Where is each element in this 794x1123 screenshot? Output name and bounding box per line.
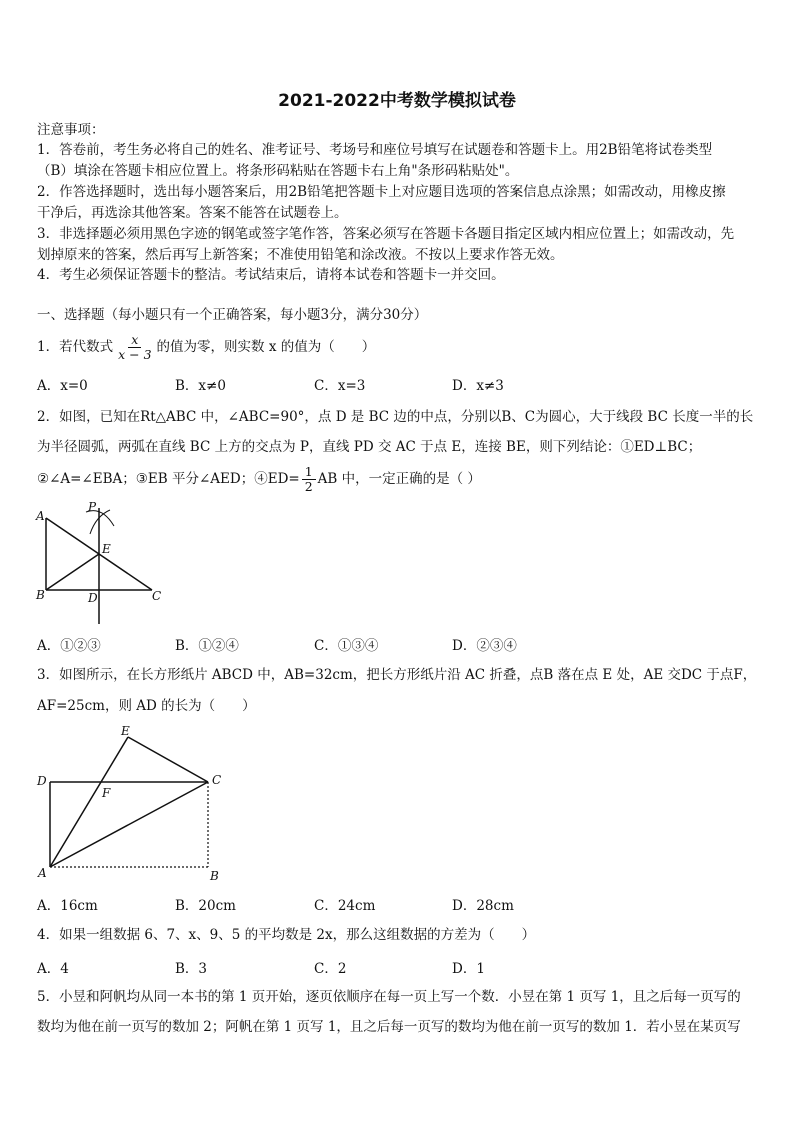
q1-frac-den: x − 3 [118,347,152,362]
q2-line-2: 为半径圆弧，两弧在直线 BC 上方的交点为 P，直线 PD 交 AC 于点 E，连接 BE，则下列结论：①ED⊥BC； [37,439,702,455]
q3-label-c: C [212,773,222,787]
q3-option-b: B．20cm [175,898,236,914]
q3-line-1: 3．如图所示，在长方形纸片 ABCD 中，AB=32cm，把长方形纸片沿 AC 折叠，点B 落在点 E 处，AE 交DC 于点F， [37,667,757,683]
q2-line-1: 2．如图，已知在Rt△ABC 中，∠ABC=90°，点 D 是 BC 边的中点，分别以B、C为圆心，大于线段 BC 长度一半的长 [37,409,754,425]
page-title: 2021-2022中考数学模拟试卷 [278,91,516,111]
q2-label-c: C [152,589,162,603]
q3-label-a: A [38,866,47,880]
q3-label-b: B [210,869,219,883]
q2-figure [32,498,172,628]
q4-option-b: B．3 [175,961,208,977]
q3-option-d: D．28cm [452,898,514,914]
q4-line-1: 4．如果一组数据 6、7、x、9、5 的平均数是 2x，那么这组数据的方差为（ ） [37,927,536,943]
q2-option-a: A．①②③ [37,638,101,654]
q2-segment-be [46,554,99,590]
notice-line: 划掉原来的答案，然后再写上新答案；不准使用铅笔和涂改液。不按以上要求作答无效。 [37,247,564,263]
notice-heading: 注意事项： [37,122,105,138]
q1-prefix: 1．若代数式 [37,339,114,355]
q2-label-a: A [36,509,45,523]
q5-line-2: 数均为他在前一页写的数加 2；阿帆在第 1 页写 1，且之后每一页写的数均为他在前一页写的数加 1．若小昱在某页写 [37,1019,741,1035]
q2-fraction [302,465,316,494]
q3-segment-ae [50,737,128,867]
q2-line3-prefix: ②∠A=∠EBA；③EB 平分∠AED；④ED= [37,471,300,487]
q3-line-2: AF=25cm，则 AD 的长为（ ） [37,698,256,714]
q3-option-c: C．24cm [314,898,376,914]
notice-line: 3．非选择题必须用黑色字迹的钢笔或签字笔作答，答案必须写在答题卡各题目指定区域内相应位置上；如需改动，先 [37,226,735,242]
q2-line3-suffix: AB 中，一定正确的是（ ） [317,471,481,487]
q1-suffix: 的值为零，则实数 x 的值为（ ） [156,339,376,355]
q2-label-p: P [88,500,97,514]
q3-segment-ac [50,782,208,867]
q1-option-d: D．x≠3 [452,378,504,394]
q3-figure [32,722,232,884]
notice-line: 1．答卷前，考生务必将自己的姓名、准考证号、考场号和座位号填写在试题卷和答题卡上。用2B铅笔将试卷类型 [37,142,713,158]
q2-frac-den: 2 [304,479,313,494]
q3-label-e: E [121,724,130,738]
q1-frac-num: x [128,333,141,348]
section-heading: 一、选择题（每小题只有一个正确答案，每小题3分，满分30分） [37,307,428,323]
q2-option-d: D．②③④ [452,638,517,654]
q1-fraction [115,333,154,362]
q2-frac-num: 1 [302,465,316,480]
q3-option-a: A．16cm [37,898,98,914]
q5-line-1: 5．小昱和阿帆均从同一本书的第 1 页开始，逐页依顺序在每一页上写一个数．小昱在第 1 页写 1，且之后每一页写的 [37,989,741,1005]
q2-label-e: E [102,542,111,556]
notice-line: 2．作答选择题时，选出每小题答案后，用2B铅笔把答题卡上对应题目选项的答案信息点涂黑；如需改动，用橡皮擦 [37,184,726,200]
q1-option-a: A．x=0 [37,378,88,394]
q2-label-d: D [88,591,98,605]
notice-line: 干净后，再选涂其他答案。答案不能答在试题卷上。 [37,205,348,221]
q3-label-d: D [37,774,47,788]
q1-option-c: C．x=3 [314,378,366,394]
q2-option-c: C．①③④ [314,638,379,654]
q4-option-c: C．2 [314,961,347,977]
q2-label-b: B [36,588,45,602]
notice-line: （B）填涂在答题卡相应位置上。将条形码粘贴在答题卡右上角"条形码粘贴处"。 [37,163,519,179]
q3-label-f: F [102,786,111,800]
notice-line: 4．考生必须保证答题卡的整洁。考试结束后，请将本试卷和答题卡一并交回。 [37,267,505,283]
q4-option-d: D．1 [452,961,485,977]
q4-option-a: A．4 [37,961,69,977]
q1-option-b: B．x≠0 [175,378,226,394]
q2-line-3 [37,462,762,500]
q2-option-b: B．①②④ [175,638,239,654]
question-1 [37,330,762,368]
q3-segment-ec [128,737,208,782]
